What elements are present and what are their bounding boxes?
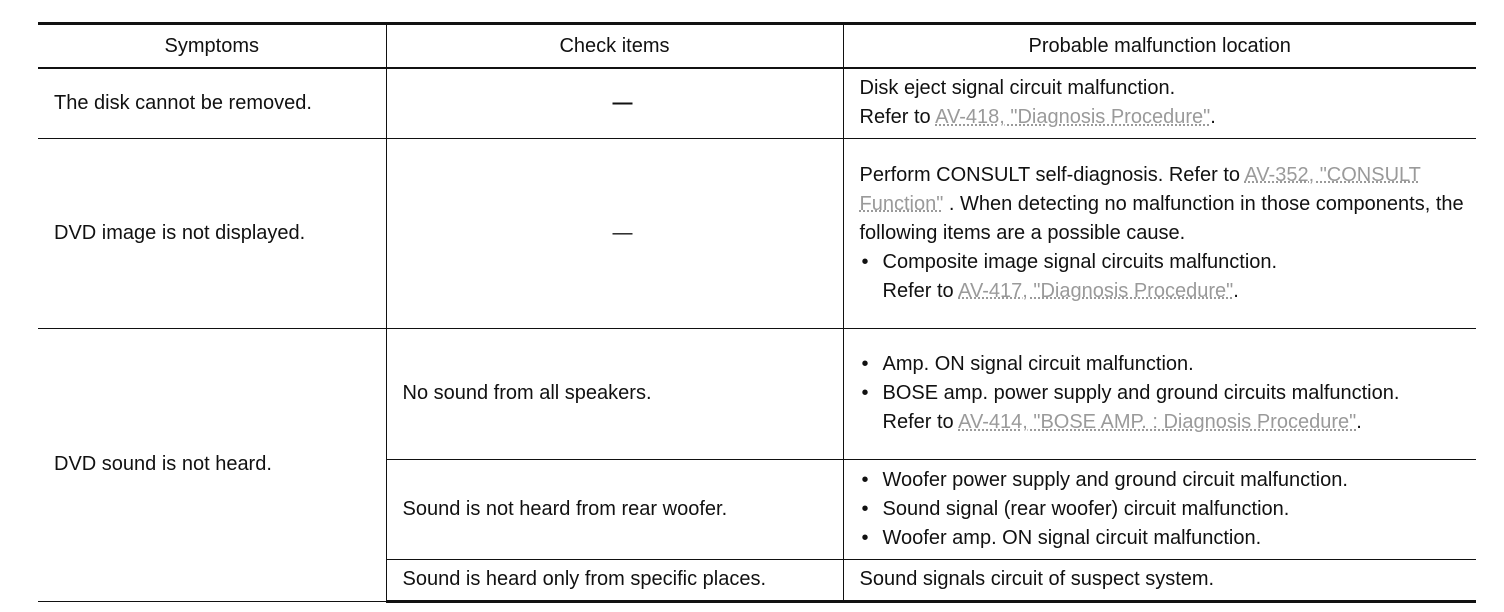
refer-text: Refer to xyxy=(882,411,959,433)
reference-link[interactable]: AV-414, "BOSE AMP. : Diagnosis Procedure" xyxy=(958,411,1357,433)
bullet-item xyxy=(860,248,1477,306)
location-paragraph xyxy=(860,161,1477,248)
location-cell xyxy=(843,328,1476,459)
symptom-cell: The disk cannot be removed. xyxy=(38,68,386,138)
location-cell: Sound signals circuit of suspect system. xyxy=(843,559,1476,601)
check-item-cell: — xyxy=(386,138,843,328)
check-item-cell: Sound is not heard from rear woofer. xyxy=(386,459,843,559)
table-row xyxy=(38,138,1476,328)
header-check-items: Check items xyxy=(386,24,843,69)
bullet-dot: • xyxy=(861,382,869,404)
refer-text: Refer to xyxy=(882,279,959,302)
bullet-dot: • xyxy=(861,353,869,375)
reference-link[interactable]: AV-418, "Diagnosis Procedure" xyxy=(935,106,1211,129)
bullet-item xyxy=(860,350,1477,379)
bullet-text: Amp. ON signal circuit malfunction. xyxy=(882,353,1194,375)
period: . xyxy=(1356,411,1362,433)
bullet-item xyxy=(860,379,1477,437)
check-item-cell: — xyxy=(386,68,843,138)
header-symptoms: Symptoms xyxy=(38,24,386,69)
symptom-cell: DVD sound is not heard. xyxy=(38,328,386,601)
diagnosis-table xyxy=(38,22,1476,603)
location-text: Perform CONSULT self-diagnosis. Refer to xyxy=(859,163,1245,186)
location-text: . When detecting no malfunction in those components, the following items are a possible cause. xyxy=(859,192,1464,244)
bullet-dot: • xyxy=(861,497,869,520)
refer-text: Refer to xyxy=(859,106,936,129)
bullet-dot: • xyxy=(861,526,869,549)
bullet-dot: • xyxy=(861,468,869,491)
refer-line xyxy=(860,103,1477,132)
check-item-cell: No sound from all speakers. xyxy=(386,328,843,459)
header-location: Probable malfunction location xyxy=(843,24,1476,69)
bullet-text: Sound signal (rear woofer) circuit malfunction. xyxy=(882,497,1290,520)
bullet-text: Woofer amp. ON signal circuit malfunction. xyxy=(882,526,1262,549)
location-cell xyxy=(843,459,1476,559)
check-item-cell: Sound is heard only from specific places. xyxy=(386,559,843,601)
bullet-item xyxy=(860,495,1477,524)
period: . xyxy=(1233,279,1239,302)
symptom-cell: DVD image is not displayed. xyxy=(38,138,386,328)
period: . xyxy=(1210,106,1216,129)
location-cell xyxy=(843,138,1476,328)
reference-link[interactable]: AV-352, "CONSULT Function" xyxy=(859,163,1421,215)
table-row xyxy=(38,68,1476,138)
bullet-text: BOSE amp. power supply and ground circuits malfunction. xyxy=(882,382,1400,404)
bullet-item xyxy=(860,524,1477,553)
bullet-text: Composite image signal circuits malfunction. xyxy=(882,250,1278,273)
bullet-text: Woofer power supply and ground circuit malfunction. xyxy=(882,468,1348,491)
bullet-dot: • xyxy=(861,250,869,273)
bullet-item xyxy=(860,466,1477,495)
table-row xyxy=(38,328,1476,459)
reference-link[interactable]: AV-417, "Diagnosis Procedure" xyxy=(958,279,1234,302)
header-row xyxy=(38,24,1476,69)
location-cell xyxy=(843,68,1476,138)
location-text: Disk eject signal circuit malfunction. xyxy=(859,77,1176,100)
